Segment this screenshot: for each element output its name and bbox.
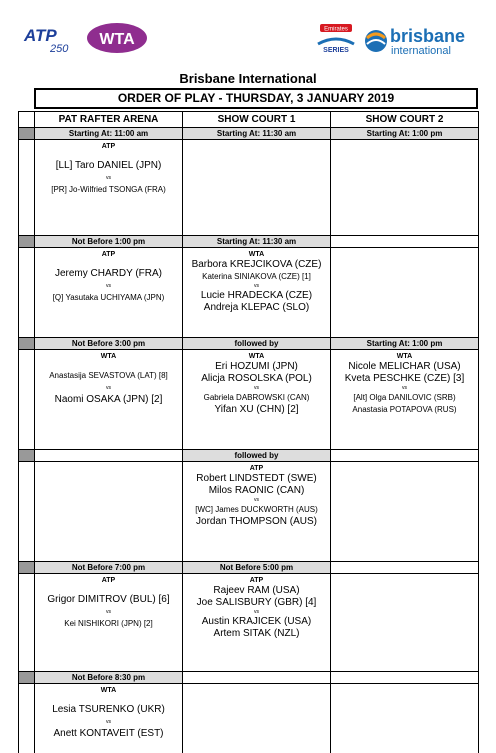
match-cell (35, 574, 183, 672)
row-marker (19, 338, 35, 350)
player-name: Eri HOZUMI (JPN) (215, 361, 298, 372)
start-time-label: Starting At: 11:30 am (183, 128, 331, 140)
empty-match-cell (331, 684, 479, 753)
tour-label: WTA (248, 251, 265, 258)
brisbane-international-logo (364, 22, 476, 60)
order-of-play-heading: ORDER OF PLAY - THURSDAY, 3 JANUARY 2019 (34, 88, 478, 109)
time-row (19, 236, 479, 248)
player-name: Naomi OSAKA (JPN) [2] (54, 394, 163, 405)
row-spacer (19, 684, 35, 753)
start-time-label (331, 562, 479, 574)
player-name: Andreja KLEPAC (SLO) (203, 302, 310, 313)
match-cell (331, 350, 479, 450)
start-time-label: Starting At: 1:00 pm (331, 338, 479, 350)
player-name: Lesia TSURENKO (UKR) (52, 704, 165, 715)
player-name: Anastasia POTAPOVA (RUS) (352, 405, 457, 414)
time-row (19, 450, 479, 462)
player-name: Nicole MELICHAR (USA) (348, 361, 461, 372)
match-cell (183, 574, 331, 672)
match-cell (183, 350, 331, 450)
start-time-label (35, 450, 183, 462)
match-cell (183, 248, 331, 338)
start-time-label: Not Before 5:00 pm (183, 562, 331, 574)
match-row (19, 574, 479, 672)
start-time-label: followed by (183, 338, 331, 350)
court-name: PAT RAFTER ARENA (35, 112, 183, 128)
start-time-label (331, 236, 479, 248)
start-time-label: Not Before 1:00 pm (35, 236, 183, 248)
player-name: Kveta PESCHKE (CZE) [3] (344, 373, 465, 384)
empty-match-cell (183, 140, 331, 236)
versus-label: vs (106, 385, 111, 391)
versus-label: vs (254, 609, 259, 615)
row-spacer (19, 248, 35, 338)
svg-text:international: international (391, 45, 451, 57)
player-name: Gabriela DABROWSKI (CAN) (203, 393, 310, 402)
empty-match-cell (35, 462, 183, 562)
empty-match-cell (183, 684, 331, 753)
versus-label: vs (106, 719, 111, 725)
match-cell (35, 248, 183, 338)
row-marker (19, 128, 35, 140)
start-time-label (331, 450, 479, 462)
empty-match-cell (331, 462, 479, 562)
time-row (19, 562, 479, 574)
row-marker (19, 562, 35, 574)
start-time-label: Starting At: 1:00 pm (331, 128, 479, 140)
player-name: Milos RAONIC (CAN) (208, 485, 305, 496)
wta-logo (86, 22, 148, 54)
versus-label: vs (254, 283, 259, 289)
player-name: [WC] James DUCKWORTH (AUS) (195, 505, 318, 514)
row-spacer (19, 574, 35, 672)
start-time-label: Starting At: 11:00 am (35, 128, 183, 140)
player-name: Grigor DIMITROV (BUL) [6] (47, 594, 170, 605)
player-name: Barbora KREJCIKOVA (CZE) (191, 259, 322, 270)
row-spacer (19, 350, 35, 450)
empty-match-cell (331, 574, 479, 672)
player-name: [PR] Jo-Wilfried TSONGA (FRA) (51, 185, 166, 194)
svg-text:ATP: ATP (24, 26, 57, 45)
tour-label: WTA (396, 353, 413, 360)
player-name: [LL] Taro DANIEL (JPN) (55, 160, 162, 171)
match-cell (183, 462, 331, 562)
time-row (19, 128, 479, 140)
match-cell (35, 350, 183, 450)
row-spacer (19, 462, 35, 562)
player-name: Alicja ROSOLSKA (POL) (201, 373, 312, 384)
svg-text:WTA: WTA (99, 31, 135, 48)
versus-label: vs (254, 385, 259, 391)
row-marker (19, 450, 35, 462)
tour-label: WTA (100, 687, 117, 694)
svg-text:Emirates: Emirates (324, 26, 348, 33)
player-name: Lucie HRADECKA (CZE) (200, 290, 313, 301)
start-time-label (331, 672, 479, 684)
player-name: Joe SALISBURY (GBR) [4] (196, 597, 317, 608)
player-name: Yifan XU (CHN) [2] (214, 404, 299, 415)
header-spacer (19, 112, 35, 128)
player-name: Artem SITAK (NZL) (213, 628, 300, 639)
player-name: Robert LINDSTEDT (SWE) (196, 473, 317, 484)
court-name: SHOW COURT 2 (331, 112, 479, 128)
emirates-series-logo (314, 22, 358, 58)
player-name: Kei NISHIKORI (JPN) [2] (64, 619, 153, 628)
versus-label: vs (106, 175, 111, 181)
match-cell (35, 140, 183, 236)
start-time-label: Starting At: 11:30 am (183, 236, 331, 248)
svg-text:SERIES: SERIES (323, 47, 349, 54)
player-name: [Q] Yasutaka UCHIYAMA (JPN) (52, 293, 165, 302)
player-name: Katerina SINIAKOVA (CZE) [1] (202, 272, 311, 281)
player-name: Anett KONTAVEIT (EST) (53, 728, 164, 739)
time-row (19, 338, 479, 350)
svg-text:250: 250 (50, 43, 69, 54)
match-row (19, 462, 479, 562)
match-row (19, 248, 479, 338)
order-of-play-table (18, 111, 479, 753)
match-row (19, 350, 479, 450)
svg-text:brisbane: brisbane (390, 26, 466, 46)
tour-label: WTA (100, 353, 117, 360)
match-row (19, 140, 479, 236)
court-header-row (19, 112, 479, 128)
row-marker (19, 672, 35, 684)
player-name: Austin KRAJICEK (USA) (201, 616, 312, 627)
player-name: Jordan THOMPSON (AUS) (196, 516, 317, 527)
start-time-label: Not Before 8:30 pm (35, 672, 183, 684)
versus-label: vs (402, 385, 407, 391)
tour-label: ATP (101, 143, 116, 150)
row-spacer (19, 140, 35, 236)
tour-label: ATP (101, 251, 116, 258)
player-name: Jeremy CHARDY (FRA) (54, 268, 163, 279)
tour-label: WTA (248, 353, 265, 360)
tour-label: ATP (249, 577, 264, 584)
start-time-label: followed by (183, 450, 331, 462)
atp-250-logo (22, 24, 80, 54)
versus-label: vs (106, 609, 111, 615)
empty-match-cell (331, 140, 479, 236)
tournament-title: Brisbane International (179, 71, 317, 86)
match-row (19, 684, 479, 753)
player-name: [Alt] Olga DANILOVIC (SRB) (353, 393, 456, 402)
versus-label: vs (254, 497, 259, 503)
versus-label: vs (106, 283, 111, 289)
empty-match-cell (331, 248, 479, 338)
row-marker (19, 236, 35, 248)
start-time-label (183, 672, 331, 684)
tour-label: ATP (101, 577, 116, 584)
player-name: Anastasija SEVASTOVA (LAT) [8] (49, 371, 168, 380)
start-time-label: Not Before 7:00 pm (35, 562, 183, 574)
match-cell (35, 684, 183, 753)
tour-label: ATP (249, 465, 264, 472)
time-row (19, 672, 479, 684)
court-name: SHOW COURT 1 (183, 112, 331, 128)
start-time-label: Not Before 3:00 pm (35, 338, 183, 350)
player-name: Rajeev RAM (USA) (213, 585, 300, 596)
